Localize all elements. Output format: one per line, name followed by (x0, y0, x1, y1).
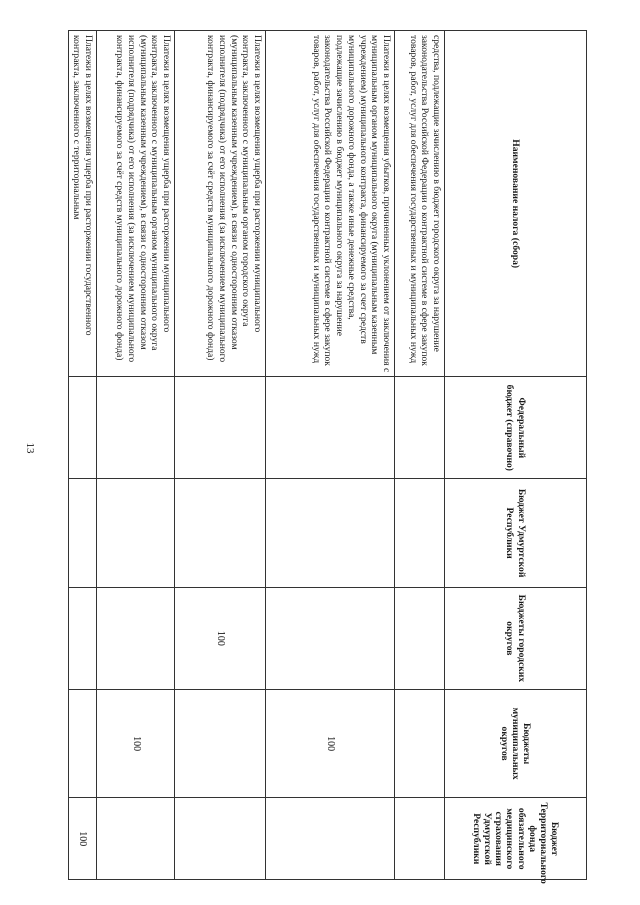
fund-value: 100 (68, 798, 96, 880)
municipal-value (68, 689, 96, 798)
fund-value (266, 798, 395, 880)
udmurt-value (266, 479, 395, 588)
udmurt-value (68, 479, 96, 588)
udmurt-value (175, 479, 266, 588)
municipal-value: 100 (266, 689, 395, 798)
fund-value (395, 798, 445, 880)
federal-value (97, 377, 175, 479)
tax-name-cell: средства, подлежащие зачислению в бюджет городского округа за нарушение законодательства Российской Федерации о контрактной системе в сфере закупок товаров, работ, услуг для обеспечения государственных и муниципальных нужд (395, 31, 445, 377)
federal-value (266, 377, 395, 479)
header-udmurt: Бюджет Удмуртской Республики (445, 479, 587, 588)
table-row (97, 31, 175, 880)
city-value: 100 (175, 587, 266, 689)
table-header-row (445, 31, 587, 880)
city-value (266, 587, 395, 689)
header-name: Наименование налога (сбора) (445, 31, 587, 377)
page-number: 13 (24, 442, 36, 454)
federal-value (175, 377, 266, 479)
table-row (68, 31, 96, 880)
city-value (68, 587, 96, 689)
udmurt-value (97, 479, 175, 588)
tax-name-cell: Платежи в целях возмещения ущерба при расторжении государственного контракта, заключенного с территориальным (68, 31, 96, 377)
city-value (97, 587, 175, 689)
municipal-value (395, 689, 445, 798)
header-fund: Бюджет Территориального фонда обязательного медицинского страхования Удмуртской Республики (445, 798, 587, 880)
tax-distribution-table (68, 30, 587, 884)
table-row (266, 31, 395, 880)
header-federal: Федеральный бюджет (справочно) (445, 377, 587, 479)
table-row (175, 31, 266, 880)
federal-value (395, 377, 445, 479)
municipal-value (175, 689, 266, 798)
rotated-table-container (71, 30, 587, 884)
tax-name-cell: Платежи в целях возмещения ущерба при расторжении муниципального контракта, заключенного с муниципальным органом городского округа (муниципальным казенным учреждением), в связи с односторонним отказом исполнителя (подрядчика) от его исполнения (за исключением муниципального контракта, финансируемого за счёт средств муниципального дорожного фонда) (175, 31, 266, 377)
city-value (395, 587, 445, 689)
municipal-value: 100 (97, 689, 175, 798)
header-city: Бюджеты городских округов (445, 587, 587, 689)
header-municipal: Бюджеты муниципальных округов (445, 689, 587, 798)
fund-value (97, 798, 175, 880)
tax-name-cell: Платежи в целях возмещения ущерба при расторжении муниципального контракта, заключенного с муниципальным органом муниципального округа (муниципальным казенным учреждением), в связи с односторонним отказом исполнителя (подрядчика) от его исполнения (за исключением муниципального контракта, финансируемого за счёт средств муниципального дорожного фонда) (97, 31, 175, 377)
fund-value (175, 798, 266, 880)
tax-name-cell: Платежи в целях возмещения убытков, причиненных уклонением от заключения с муниципальным органом муниципального округа (муниципальным казенным учреждением) муниципального контракта, финансируемого за счет средств муниципального дорожного фонда, а также иные денежные средства, подлежащие зачислению в бюджет муниципального округа за нарушение законодательства Российской Федерации о контрактной системе в сфере закупок товаров, работ, услуг для обеспечения государственных и муниципальных нужд (266, 31, 395, 377)
federal-value (68, 377, 96, 479)
table-row (395, 31, 445, 880)
udmurt-value (395, 479, 445, 588)
